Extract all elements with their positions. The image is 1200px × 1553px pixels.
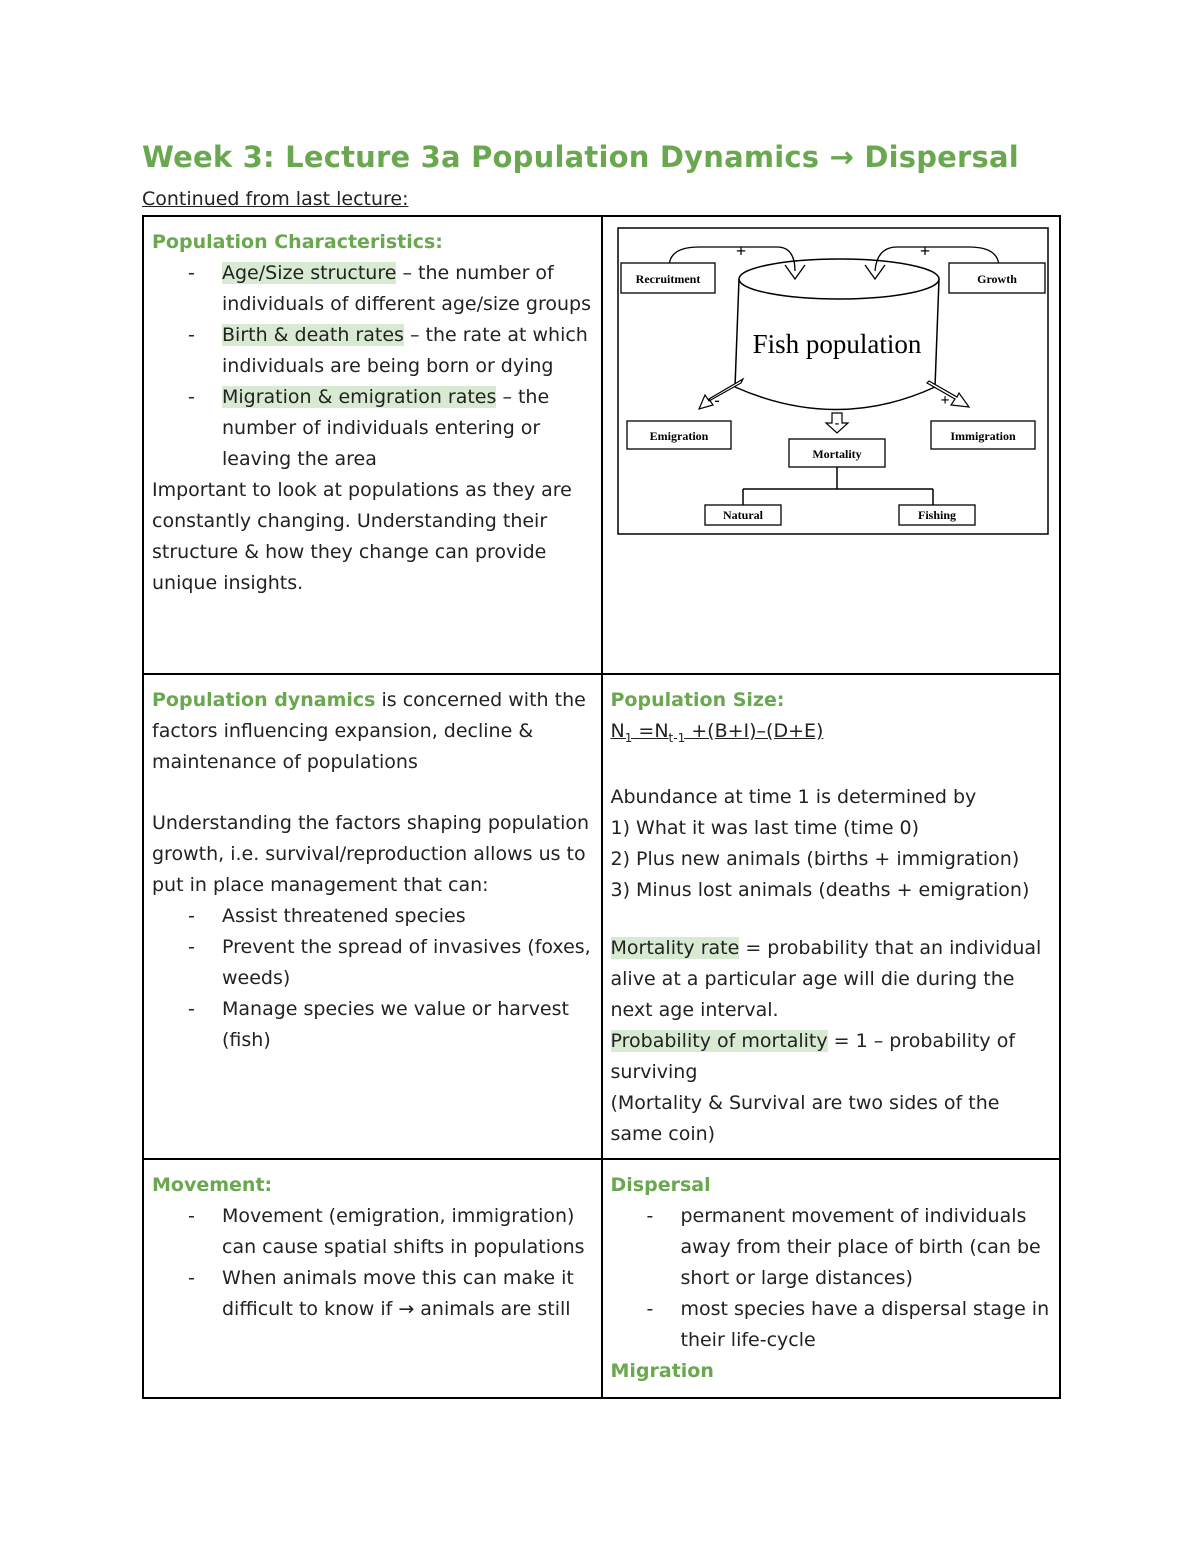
highlight-term: Birth & death rates: [222, 324, 404, 346]
emigration-arrow: [699, 379, 743, 409]
fish-population-label: Fish population: [752, 329, 921, 359]
dispersal-list: [611, 1201, 1052, 1356]
dispersal-cell: [602, 1159, 1061, 1398]
dynamics-paragraph: Understanding the factors shaping population growth, i.e. survival/reproduction allows us to put in place management that can:: [152, 812, 590, 896]
dynamics-intro-text: is concerned with the factors influencing expansion, decline & maintenance of populations: [152, 689, 586, 773]
term-description: – the number of individuals entering or leaving the area: [222, 386, 550, 470]
growth-label: Growth: [976, 272, 1017, 286]
list-item: - When animals move this can make it difficult to know if → animals are still: [152, 1263, 593, 1325]
population-dynamics-cell: [143, 674, 602, 1159]
highlight-term: Mortality rate: [610, 936, 740, 959]
fishing-label: Fishing: [917, 508, 956, 522]
diagram-cell: [602, 216, 1061, 674]
dispersal-heading: Dispersal: [610, 1173, 711, 1196]
mortality-rate-definition: Mortality rate = probability that an individual alive at a particular age will die during the next age interval.: [610, 936, 1042, 1021]
step-item: 1) What it was last time (time 0): [610, 816, 920, 839]
recruitment-box: [621, 263, 715, 293]
mortality-branch: [743, 467, 933, 505]
term-description: – the number of individuals of different age/size groups: [222, 262, 591, 315]
step-item: 2) Plus new animals (births + immigration): [610, 847, 1020, 870]
natural-box: [705, 505, 781, 525]
list-item: - Manage species we value or harvest (fish): [152, 994, 593, 1056]
highlight-term: Migration & emigration rates: [222, 386, 497, 408]
dynamics-intro: [152, 685, 593, 778]
emigration-label: Emigration: [649, 429, 708, 443]
migration-heading: Migration: [610, 1359, 714, 1382]
management-list: [152, 901, 593, 1056]
fish-population-diagram: [617, 227, 1049, 537]
term-description: – the rate at which individuals are being born or dying: [222, 324, 588, 377]
growth-plus-sign: +: [919, 241, 930, 261]
immigration-label: Immigration: [949, 429, 1016, 443]
probability-definition: Probability of mortality = 1 – probability of surviving: [610, 1029, 1016, 1083]
mortality-note: (Mortality & Survival are two sides of the same coin): [610, 1091, 1000, 1145]
characteristics-list: [152, 258, 593, 475]
list-item: [152, 320, 593, 382]
emigration-box: [627, 421, 731, 449]
list-item: [152, 382, 593, 475]
notes-table: [142, 215, 1061, 1399]
immigration-plus-sign: +: [939, 392, 950, 409]
immigration-box: [931, 421, 1035, 449]
list-item: - most species have a dispersal stage in their life-cycle: [611, 1294, 1052, 1356]
abundance-text: Abundance at time 1 is determined by: [610, 785, 977, 808]
highlight-term: Probability of mortality: [610, 1029, 828, 1052]
movement-list: [152, 1201, 593, 1325]
subtitle: Continued from last lecture:: [142, 188, 409, 210]
list-item: - permanent movement of individuals away from their place of birth (can be short or large distances): [611, 1201, 1052, 1294]
highlight-term: Age/Size structure: [222, 262, 397, 284]
population-size-heading: Population Size:: [610, 689, 785, 711]
population-dynamics-heading: Population dynamics: [152, 689, 376, 711]
population-size-cell: [602, 674, 1061, 1159]
recruitment-label: Recruitment: [635, 272, 700, 286]
growth-box: [949, 263, 1045, 293]
list-item: [152, 258, 593, 320]
recruitment-plus-sign: +: [735, 241, 746, 261]
natural-label: Natural: [722, 508, 763, 522]
mortality-label: Mortality: [811, 447, 862, 461]
movement-heading: Movement:: [152, 1173, 273, 1196]
population-characteristics-cell: [143, 216, 602, 674]
list-item: - Assist threatened species: [152, 901, 593, 932]
list-item: - Prevent the spread of invasives (foxes, weeds): [152, 932, 593, 994]
emigration-minus-sign: -: [713, 392, 720, 409]
list-item: - Movement (emigration, immigration) can cause spatial shifts in populations: [152, 1201, 593, 1263]
population-formula: $N_1 =N_{t-1} +(B+I)-(D+E)$: [610, 720, 824, 745]
fishing-box: [899, 505, 975, 525]
step-item: 3) Minus lost animals (deaths + emigration): [610, 878, 1030, 901]
characteristics-paragraph: Important to look at populations as they are constantly changing. Understanding their structure & how they change can provide unique insights.: [152, 479, 572, 594]
page-title: Week 3: Lecture 3a Population Dynamics → Dispersal: [142, 140, 1019, 174]
mortality-box: [789, 439, 885, 467]
population-characteristics-heading: Population Characteristics:: [152, 231, 443, 253]
mortality-minus-sign: -: [834, 416, 839, 431]
movement-cell: [143, 1159, 602, 1398]
